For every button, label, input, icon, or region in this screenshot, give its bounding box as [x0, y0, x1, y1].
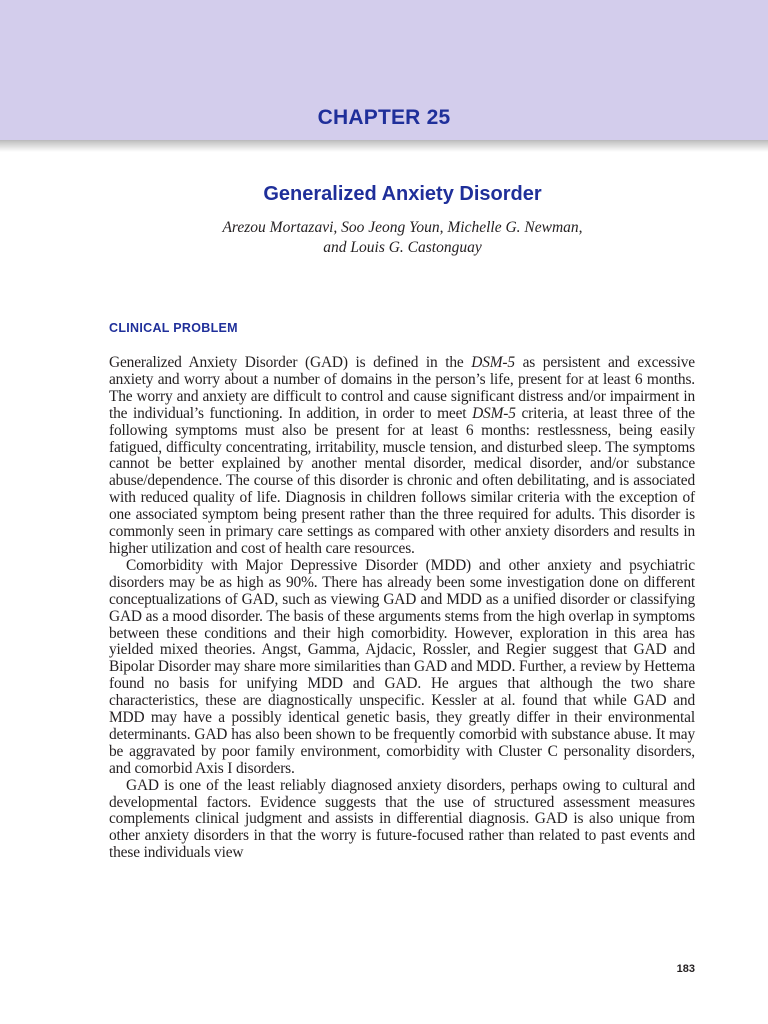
body-text — [109, 355, 695, 862]
author-list — [0, 218, 768, 258]
paragraph-1-part-b: as persistent and excessive anxiety and worry about a number of domains in the person’s life, present for at least 6 months. The worry and anxiety are difficult to control and cause significant distress and/or impairment in the individual’s functioning. In addition, in order to meet — [109, 354, 695, 422]
chapter-title: Generalized Anxiety Disorder — [263, 183, 542, 205]
author-line-1: Arezou Mortazavi, Soo Jeong Youn, Michelle G. Newman, — [222, 219, 583, 236]
dsm5-term: DSM-5 — [471, 354, 515, 371]
paragraph-2: Comorbidity with Major Depressive Disorder (MDD) and other anxiety and psychiatric disorders may be as high as 90%. There has already been some investigation done on different conceptualizations of GAD, such as viewing GAD and MDD as a unified disorder or classifying GAD as a mood disorder. The basis of these arguments stems from the high overlap in symptoms between these conditions and their high comorbidity. However, exploration in this area has yielded mixed theories. Angst, Gamma, Ajdacic, Rossler, and Regier suggest that GAD and Bipolar Disorder may share more similarities than GAD and MDD. Further, a review by Hettema found no basis for unifying MDD and GAD. He argues that although the two share characteristics, these are diagnostically unspecific. Kessler at al. found that while GAD and MDD may have a possibly identical genetic basis, they greatly differ in their environmental determinants. GAD has also been shown to be frequently comorbid with substance abuse. It may be aggravated by poor family environment, comorbidity with Cluster C personality disorders, and comorbid Axis I disorders. — [109, 556, 695, 777]
chapter-label: CHAPTER 25 — [317, 106, 451, 129]
header-shadow — [0, 140, 768, 152]
dsm5-term: DSM-5 — [472, 404, 516, 422]
author-line-2: and Louis G. Castonguay — [323, 239, 482, 256]
page-number: 183 — [676, 963, 695, 975]
section-heading: CLINICAL PROBLEM — [109, 321, 238, 335]
paragraph-3: GAD is one of the least reliably diagnosed anxiety disorders, perhaps owing to cultural and developmental factors. Evidence suggests that the use of structured assessment measures complements clinical judgment and assists in differential diagnosis. GAD is also unique from other anxiety disorders in that the worry is future-focused rather than related to past events and these individuals view — [109, 776, 695, 862]
paragraph-1 — [109, 355, 695, 558]
paragraph-1-part-c: criteria, at least three of the following symptoms must also be present for at least 6 months: restlessness, being easily fatigued, difficulty concentrating, irritability, muscle tension, and disturbed sleep. The symptoms cannot be better explained by another mental disorder, medical disorder, and/or substance abuse/dependence. The course of this disorder is chronic and often debilitating, and is associated with reduced quality of life. Diagnosis in children follows similar criteria with the exception of one associated symptom being present rather than the three required for adults. This disorder is commonly seen in primary care settings as compared with other anxiety disorders and results in higher utilization and cost of health care resources. — [109, 404, 695, 557]
paragraph-1-part-a: Generalized Anxiety Disorder (GAD) is defined in the — [109, 354, 472, 371]
